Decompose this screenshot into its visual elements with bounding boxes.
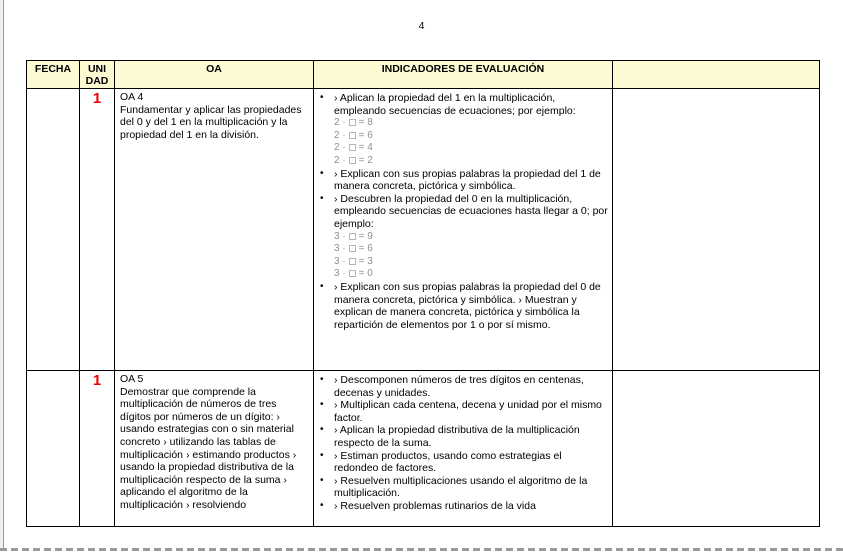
- placeholder-box-icon: [349, 245, 356, 252]
- equation-left: 3 ·: [334, 255, 346, 267]
- table-row-oa4: [27, 89, 819, 371]
- bullet-marker: •: [320, 92, 324, 103]
- indicators-cell: [314, 371, 613, 526]
- placeholder-box-icon: [349, 270, 356, 277]
- indicator-text: › Descomponen números de tres dígitos en centenas, decenas y unidades.: [334, 374, 584, 399]
- equation-right: = 3: [358, 255, 373, 267]
- bullet-marker: •: [320, 499, 324, 511]
- bullet-marker: •: [320, 424, 324, 436]
- observations-cell: [613, 371, 819, 526]
- indicator-text: › Explican con sus propias palabras la propiedad del 0 de manera concreta, pictórica y simbólica. › Muestran y explican de manera concreta, pictórica y simbólica la repartición de elementos por 1 o por sí mismo.: [334, 280, 601, 331]
- equation-left: 2 ·: [334, 154, 346, 166]
- equation-line: [320, 130, 608, 143]
- equation-left: 3 ·: [334, 243, 346, 255]
- unit-number: 1: [92, 372, 102, 389]
- curriculum-table: [26, 60, 820, 527]
- indicator-item: [320, 475, 608, 500]
- header-unidad: [80, 61, 115, 88]
- bullet-marker: [320, 243, 334, 256]
- bullet-marker: •: [320, 449, 324, 461]
- bullet-marker: •: [320, 399, 324, 411]
- bullet-marker: •: [320, 374, 324, 385]
- equation: [334, 231, 373, 244]
- indicator-item: [320, 424, 608, 449]
- equation-left: 2 ·: [334, 142, 346, 154]
- oa-code: OA 4: [120, 91, 144, 103]
- indicator-text: › Multiplican cada centena, decena y unidad por el mismo factor.: [334, 399, 602, 424]
- equation-right: = 4: [358, 142, 373, 154]
- equation-right: = 6: [358, 129, 373, 141]
- header-oa: OA: [115, 61, 314, 88]
- page-break-dashed-line: [0, 548, 843, 551]
- fecha-cell: [27, 89, 80, 370]
- indicators-cell: [314, 89, 613, 370]
- header-extra: [613, 61, 819, 88]
- observations-cell: [613, 89, 819, 370]
- bullet-marker: •: [320, 474, 324, 486]
- indicator-text: › Aplican la propiedad del 1 en la multiplicación, empleando secuencias de ecuaciones; por ejemplo:: [334, 92, 576, 117]
- equation: [334, 243, 373, 256]
- table-row-oa5: [27, 371, 819, 526]
- indicator-item: [320, 92, 608, 117]
- indicator-item: [320, 450, 608, 475]
- indicator-text: › Descubren la propiedad del 0 en la multiplicación, empleando secuencias de ecuaciones hasta llegar a 0; por ejemplo:: [334, 192, 608, 230]
- header-unidad-line1: UNI: [87, 63, 107, 75]
- indicator-text: › Explican con sus propias palabras la propiedad del 1 de manera concreta, pictórica y simbólica.: [334, 167, 601, 193]
- placeholder-box-icon: [349, 258, 356, 265]
- bullet-marker: [320, 142, 334, 155]
- equation-line: [320, 117, 608, 130]
- bullet-marker: [320, 155, 334, 168]
- table-header-row: [27, 61, 819, 89]
- indicator-text: › Estiman productos, usando como estrategias el redondeo de factores.: [334, 449, 562, 475]
- bullet-marker: [320, 268, 334, 281]
- equation: [334, 142, 373, 155]
- equation-right: = 2: [358, 154, 373, 166]
- bullet-marker: [320, 130, 334, 143]
- equation-left: 3 ·: [334, 268, 346, 280]
- equation-right: = 9: [358, 230, 373, 242]
- indicator-text: › Resuelven problemas rutinarios de la vida: [334, 499, 536, 512]
- equation-line: [320, 243, 608, 256]
- page-left-edge: [0, 0, 4, 548]
- equation: [334, 155, 373, 168]
- equation-line: [320, 155, 608, 168]
- bullet-marker: •: [320, 280, 324, 292]
- header-unidad-line2: DAD: [85, 74, 109, 87]
- fecha-cell: [27, 371, 80, 526]
- equation-left: 3 ·: [334, 230, 346, 242]
- bullet-marker: [320, 256, 334, 269]
- placeholder-box-icon: [349, 233, 356, 240]
- equation-left: 2 ·: [334, 117, 346, 129]
- placeholder-box-icon: [349, 144, 356, 151]
- indicator-item: [320, 193, 608, 231]
- equation-right: = 0: [358, 268, 373, 280]
- oa-description: Fundamentar y aplicar las propiedades del 0 y del 1 en la multiplicación y la propiedad del 1 en la división.: [120, 103, 302, 141]
- oa-code: OA 5: [120, 373, 144, 385]
- equation: [334, 268, 373, 281]
- bullet-marker: [320, 231, 334, 244]
- equation-line: [320, 231, 608, 244]
- equation-line: [320, 268, 608, 281]
- indicator-item: [320, 500, 608, 513]
- oa-cell: [115, 89, 314, 370]
- oa-description: Demostrar que comprende la multiplicación de números de tres dígitos por números de un dígito: › usando estrategias con o sin material concreto › utilizando las tablas de multiplicación › estimando productos › usando la propiedad distributiva de la multiplicación respecto de la suma › aplicando el algoritmo de la multiplicación › resolviendo: [120, 385, 297, 511]
- equation-line: [320, 142, 608, 155]
- placeholder-box-icon: [349, 157, 356, 164]
- equation: [334, 256, 373, 269]
- indicator-item: [320, 168, 608, 193]
- equation: [334, 130, 373, 143]
- equation-left: 2 ·: [334, 129, 346, 141]
- indicator-item: [320, 399, 608, 424]
- bullet-marker: [320, 117, 334, 130]
- indicator-item: [320, 281, 608, 331]
- indicator-text: › Resuelven multiplicaciones usando el algoritmo de la multiplicación.: [334, 474, 588, 500]
- unit-number: 1: [92, 90, 102, 107]
- equation-line: [320, 256, 608, 269]
- unidad-cell: [80, 371, 115, 526]
- page-number: 4: [418, 20, 425, 32]
- indicator-text: › Aplican la propiedad distributiva de la multiplicación respecto de la suma.: [334, 424, 580, 449]
- bullet-marker: •: [320, 192, 324, 204]
- oa-cell: [115, 371, 314, 526]
- equation-right: = 6: [358, 243, 373, 255]
- unidad-cell: [80, 89, 115, 370]
- placeholder-box-icon: [349, 132, 356, 139]
- bullet-marker: •: [320, 167, 324, 179]
- placeholder-box-icon: [349, 119, 356, 126]
- header-fecha: FECHA: [27, 61, 80, 88]
- indicator-item: [320, 374, 608, 399]
- equation: [334, 117, 373, 130]
- equation-right: = 8: [358, 117, 373, 129]
- header-indicadores: INDICADORES DE EVALUACIÓN: [314, 61, 613, 88]
